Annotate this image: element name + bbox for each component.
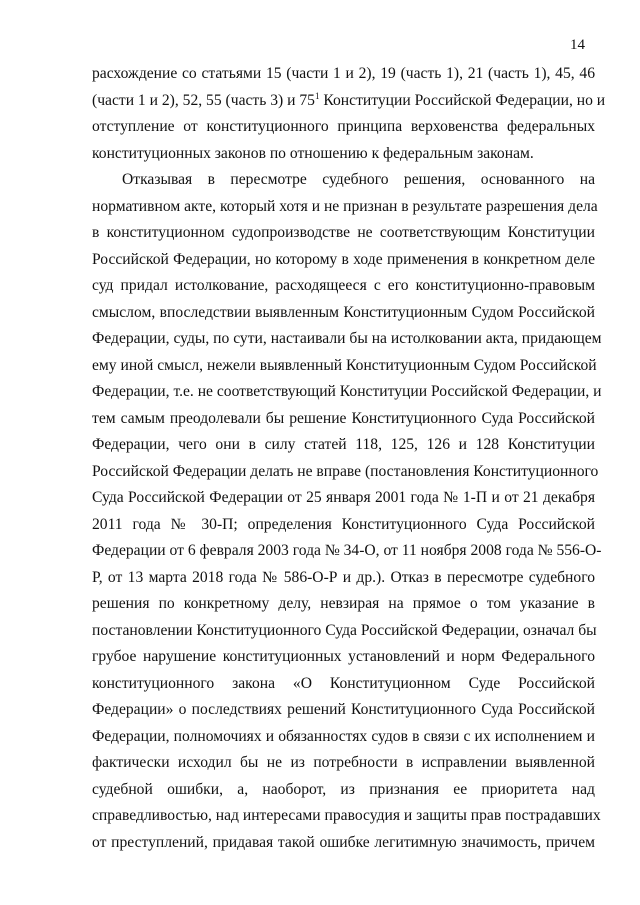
page-number: 14: [570, 37, 585, 53]
text-line-content: справедливостью, над интересами правосудия и защиты прав пострадавших: [92, 807, 601, 824]
text-line-content: Р, от 13 марта 2018 года № 586-О-Р и др.). Отказ в пересмотре судебного: [92, 568, 595, 586]
text-line-content: Федерации, т.е. не соответствующий Конституции Российской Федерации, и: [92, 383, 602, 400]
text-line-content: нормативном акте, который хотя и не признан в результате разрешения дела: [92, 197, 598, 215]
text-line: [92, 114, 595, 141]
text-line-content: расхождение со статьями 15 (части 1 и 2), 19 (часть 1), 21 (часть 1), 45, 46: [92, 65, 595, 82]
text-line-content: смыслом, впоследствии выявленным Конституционным Судом Российской: [92, 303, 595, 321]
text-line-content: постановлении Конституционного Суда Российской Федерации, означал бы: [92, 621, 597, 639]
text-line: [92, 459, 599, 486]
text-line-content: ему иной смысл, нежели выявленный Конституционным Судом Российской: [92, 356, 597, 374]
text-line-content: Российской Федерации, но которому в ходе применения в конкретном деле: [92, 250, 595, 268]
text-line-content: Федерации, суды, по сути, настаивали бы на истолковании акта, придающем: [92, 330, 602, 347]
text-line-content: Российской Федерации делать не вправе (постановления Конституционного: [92, 462, 599, 480]
text-line-content: суд придал истолкование, расходящееся с его конституционно-правовым: [92, 277, 595, 294]
text-line: [92, 300, 595, 327]
text-line-content: конституционных законов по отношению к федеральным законам.: [92, 144, 534, 162]
text-line: [92, 353, 595, 380]
text-line: [92, 618, 595, 645]
text-line-content: в конституционном судопроизводстве не соответствующим Конституции: [92, 224, 595, 241]
text-line: [92, 565, 595, 592]
text-line-content: (части 1 и 2), 52, 55 (часть 3) и 75: [92, 91, 315, 109]
text-line-content: Федерации» о последствиях решений Конституционного Суда Российской: [92, 701, 595, 718]
text-line: [92, 247, 595, 274]
text-line: [92, 538, 602, 565]
text-line-content: решения по конкретному делу, невзирая на прямое о том указание в: [92, 595, 595, 612]
text-line: [92, 697, 595, 724]
text-line: [92, 273, 595, 300]
text-line: [92, 220, 595, 247]
text-line: [92, 803, 601, 830]
body-text: [92, 61, 606, 856]
text-line-content: Федерации от 6 февраля 2003 года № 34-О, от 11 ноября 2008 года № 556-О-: [92, 542, 602, 559]
text-line-content: Суда Российской Федерации от 25 января 2001 года № 1-П и от 21 декабря: [92, 489, 595, 506]
text-line-content: Федерации, полномочиях и обязанностях судов в связи с их исполнением и: [92, 727, 595, 745]
text-line-content: Конституции Российской Федерации, но и: [319, 91, 606, 109]
text-line: [92, 326, 602, 353]
text-line-content: Отказывая в пересмотре судебного решения, основанного на: [122, 171, 595, 188]
text-line: [92, 379, 602, 406]
text-line-content: отступление от конституционного принципа верховенства федеральных: [92, 118, 595, 135]
text-line: [92, 141, 595, 168]
text-line-content: судебной ошибки, а, наоборот, из признания ее приоритета над: [92, 780, 595, 798]
text-line-content: Федерации, чего они в силу статей 118, 125, 126 и 128 Конституции: [92, 436, 595, 453]
text-line: [92, 61, 595, 88]
text-line: [92, 724, 595, 751]
text-line: [92, 671, 595, 698]
text-line: [92, 777, 595, 804]
text-line: [92, 750, 595, 777]
text-line-content: конституционного закона «О Конституционном Суде Российской: [92, 674, 595, 692]
text-line-content: грубое нарушение конституционных установлений и норм Федерального: [92, 648, 595, 665]
text-line: [92, 591, 595, 618]
text-line: [92, 644, 595, 671]
text-line-content: фактически исходил бы не из потребности в исправлении выявленной: [92, 754, 595, 771]
text-line: [92, 406, 595, 433]
text-line-content: от преступлений, придавая такой ошибке легитимную значимость, причем: [92, 833, 595, 851]
text-line-content: 2011 года № 30-П; определения Конституционного Суда Российской: [92, 515, 595, 533]
text-line: [92, 88, 606, 115]
text-line: [92, 194, 598, 221]
text-line-content: тем самым преодолевали бы решение Конституционного Суда Российской: [92, 409, 595, 427]
text-line: [92, 485, 595, 512]
text-line: [92, 432, 595, 459]
superscript: 1: [314, 90, 320, 101]
text-line: [92, 512, 595, 539]
text-line: [92, 830, 595, 857]
text-line: [92, 167, 595, 194]
